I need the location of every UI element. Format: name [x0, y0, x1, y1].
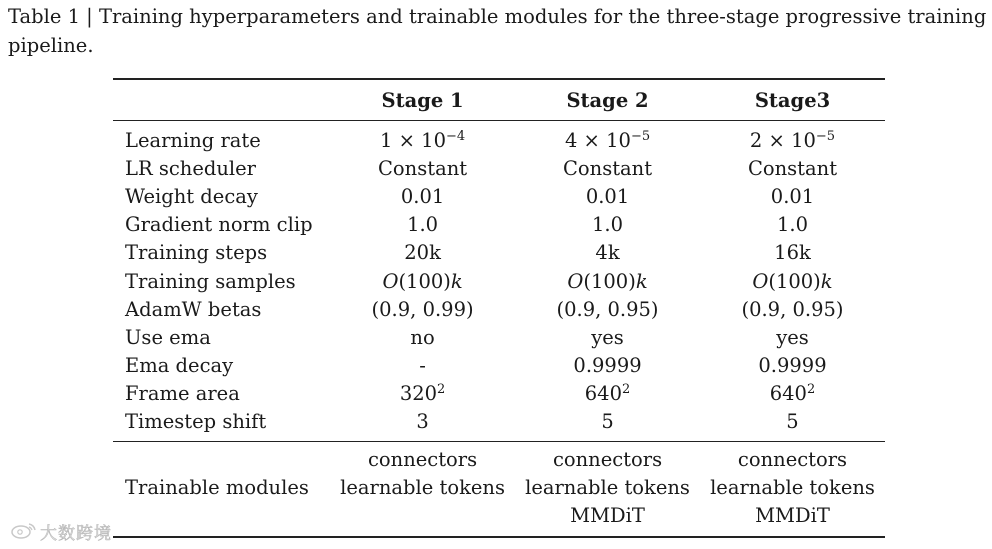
module-name: MMDiT — [755, 504, 830, 528]
cell-stage-3 — [700, 442, 885, 538]
row-label: AdamW betas — [125, 297, 262, 321]
module-name: connectors — [552, 448, 663, 472]
row-label: LR scheduler — [125, 156, 256, 180]
row-adamw-betas — [113, 295, 885, 323]
row-trainable-modules — [113, 442, 885, 538]
cell-stage-2: $640^2$ — [584, 382, 631, 406]
header-stage-3: Stage3 — [700, 79, 885, 121]
cell-stage-1: $320^2$ — [399, 382, 446, 406]
row-label: Weight decay — [125, 184, 258, 208]
cell-stage-1: 0.01 — [400, 184, 445, 208]
cell-stage-1: no — [410, 325, 435, 349]
row-label: Training steps — [125, 241, 268, 265]
row-label: Frame area — [125, 382, 240, 406]
cell-stage-2 — [515, 442, 700, 538]
row-label: Learning rate — [125, 128, 261, 152]
table-header-row — [113, 79, 885, 121]
module-name: learnable tokens — [525, 476, 690, 500]
row-label: Timestep shift — [125, 410, 267, 434]
row-label: Gradient norm clip — [125, 213, 313, 237]
header-stage-2: Stage 2 — [515, 79, 700, 121]
module-name: MMDiT — [570, 504, 645, 528]
header-empty — [113, 79, 330, 121]
module-name-empty — [330, 502, 515, 530]
module-name: connectors — [367, 448, 478, 472]
cell-stage-3: 5 — [786, 410, 799, 434]
hyperparameter-table — [113, 78, 885, 538]
row-frame-area — [113, 380, 885, 408]
header-stage-1: Stage 1 — [330, 79, 515, 121]
cell-stage-1: 20k — [404, 241, 441, 265]
row-training-samples — [113, 267, 885, 295]
cell-stage-3: $640^2$ — [769, 382, 816, 406]
weibo-logo-icon — [10, 521, 40, 544]
cell-stage-1: - — [419, 354, 426, 378]
cell-stage-2: 0.01 — [585, 184, 630, 208]
cell-stage-1: O(100)k — [382, 269, 463, 293]
module-name: learnable tokens — [710, 476, 875, 500]
cell-stage-3: 0.9999 — [758, 354, 827, 378]
cell-stage-3: (0.9, 0.95) — [741, 297, 844, 321]
cell-stage-3: yes — [776, 325, 809, 349]
row-lr-scheduler — [113, 154, 885, 182]
cell-stage-3: $2 \times 10^{-5}$ — [749, 128, 836, 152]
cell-stage-2: Constant — [562, 156, 653, 180]
row-ema-decay — [113, 352, 885, 380]
row-learning-rate — [113, 121, 885, 155]
row-label: Ema decay — [125, 354, 234, 378]
cell-stage-1: 3 — [416, 410, 429, 434]
cell-stage-2: (0.9, 0.95) — [556, 297, 659, 321]
cell-stage-2: $4 \times 10^{-5}$ — [564, 128, 651, 152]
cell-stage-3: 16k — [774, 241, 811, 265]
row-label: Use ema — [125, 325, 211, 349]
module-name: connectors — [737, 448, 848, 472]
cell-stage-2: 4k — [595, 241, 620, 265]
cell-stage-2: yes — [591, 325, 624, 349]
row-use-ema — [113, 323, 885, 351]
cell-stage-1: 1.0 — [407, 213, 439, 237]
watermark-text: 大数跨境 — [40, 524, 112, 544]
row-training-steps — [113, 239, 885, 267]
row-label: Training samples — [125, 269, 296, 293]
cell-stage-1: Constant — [378, 156, 468, 180]
cell-stage-3: Constant — [747, 156, 838, 180]
watermark — [10, 519, 112, 544]
cell-stage-2: 1.0 — [592, 213, 624, 237]
cell-stage-2: 0.9999 — [573, 354, 642, 378]
row-weight-decay — [113, 182, 885, 210]
row-gradient-norm-clip — [113, 211, 885, 239]
cell-stage-3: 0.01 — [770, 184, 815, 208]
row-timestep-shift — [113, 408, 885, 442]
row-label: Trainable modules — [113, 442, 330, 538]
cell-stage-2: 5 — [601, 410, 614, 434]
cell-stage-3: O(100)k — [752, 269, 833, 293]
module-name: learnable tokens — [340, 476, 505, 500]
cell-stage-1: $1 \times 10^{-4}$ — [379, 128, 466, 152]
table-caption: Table 1 | Training hyperparameters and trainable modules for the three-stage progressive training pipeline. — [8, 5, 987, 57]
cell-stage-2: O(100)k — [567, 269, 648, 293]
cell-stage-3: 1.0 — [776, 213, 808, 237]
cell-stage-1 — [330, 442, 515, 538]
cell-stage-1: (0.9, 0.99) — [371, 297, 474, 321]
